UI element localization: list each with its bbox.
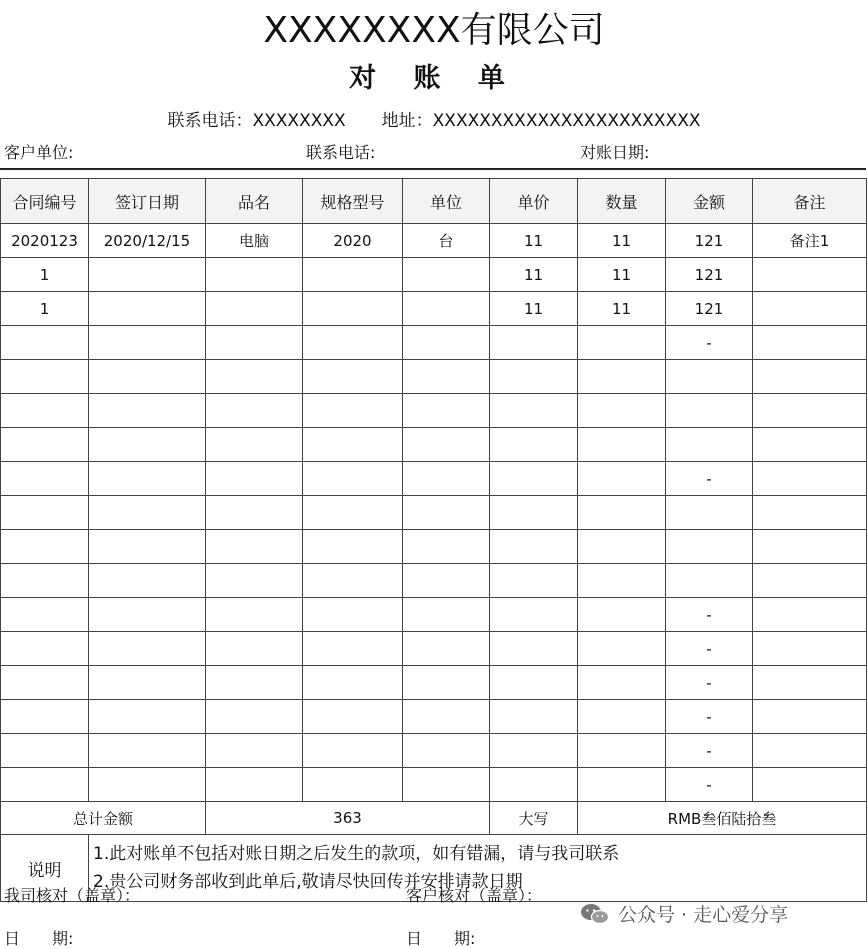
cell-remark bbox=[753, 326, 867, 360]
cell-unit: 台 bbox=[403, 224, 490, 258]
cell-sign-date bbox=[89, 768, 206, 802]
cell-quantity bbox=[578, 360, 666, 394]
cell-unit bbox=[403, 598, 490, 632]
document-title: 对 账 单 bbox=[349, 63, 519, 94]
cell-remark bbox=[753, 734, 867, 768]
cell-sign-date bbox=[89, 598, 206, 632]
cell-remark bbox=[753, 564, 867, 598]
cell-spec bbox=[303, 598, 403, 632]
cell-contract-no bbox=[1, 564, 89, 598]
cell-contract-no bbox=[1, 360, 89, 394]
cell-spec bbox=[303, 564, 403, 598]
cell-remark bbox=[753, 292, 867, 326]
wechat-icon bbox=[580, 903, 610, 925]
cell-contract-no: 1 bbox=[1, 258, 89, 292]
cell-amount bbox=[666, 394, 753, 428]
cell-quantity bbox=[578, 496, 666, 530]
cell-spec bbox=[303, 360, 403, 394]
table-header-row bbox=[1, 179, 867, 224]
cell-contract-no bbox=[1, 598, 89, 632]
cell-amount: - bbox=[666, 632, 753, 666]
cell-spec bbox=[303, 462, 403, 496]
cell-quantity bbox=[578, 462, 666, 496]
cell-product bbox=[206, 394, 303, 428]
cell-unit bbox=[403, 258, 490, 292]
cell-contract-no bbox=[1, 394, 89, 428]
cell-spec bbox=[303, 632, 403, 666]
cell-sign-date bbox=[89, 394, 206, 428]
cell-amount: - bbox=[666, 326, 753, 360]
company-address: 地址：XXXXXXXXXXXXXXXXXXXXXXX bbox=[381, 111, 701, 131]
cell-quantity: 11 bbox=[578, 258, 666, 292]
cell-spec bbox=[303, 258, 403, 292]
table-row bbox=[1, 564, 867, 598]
cell-remark bbox=[753, 530, 867, 564]
cell-remark bbox=[753, 360, 867, 394]
company-contact bbox=[0, 106, 868, 131]
notes-label: 说明 bbox=[1, 835, 89, 902]
col-header-amount: 金额 bbox=[666, 179, 753, 224]
cell-quantity bbox=[578, 428, 666, 462]
cell-unit bbox=[403, 326, 490, 360]
cell-unit-price bbox=[490, 428, 578, 462]
table-row bbox=[1, 428, 867, 462]
cell-unit bbox=[403, 632, 490, 666]
cell-product bbox=[206, 666, 303, 700]
cell-contract-no bbox=[1, 326, 89, 360]
cell-sign-date bbox=[89, 632, 206, 666]
cell-spec bbox=[303, 428, 403, 462]
cell-sign-date bbox=[89, 564, 206, 598]
cell-quantity bbox=[578, 326, 666, 360]
cell-unit-price bbox=[490, 564, 578, 598]
table-row bbox=[1, 326, 867, 360]
table-row bbox=[1, 530, 867, 564]
cell-sign-date bbox=[89, 700, 206, 734]
cell-unit-price bbox=[490, 768, 578, 802]
cell-unit-price bbox=[490, 394, 578, 428]
cell-contract-no: 1 bbox=[1, 292, 89, 326]
statement-table bbox=[0, 178, 867, 902]
cell-quantity bbox=[578, 700, 666, 734]
cell-sign-date bbox=[89, 734, 206, 768]
cell-contract-no: 2020123 bbox=[1, 224, 89, 258]
cell-remark bbox=[753, 768, 867, 802]
cell-spec bbox=[303, 292, 403, 326]
cell-quantity bbox=[578, 394, 666, 428]
cell-spec bbox=[303, 700, 403, 734]
cell-remark bbox=[753, 428, 867, 462]
cell-amount: 121 bbox=[666, 292, 753, 326]
cell-product: 电脑 bbox=[206, 224, 303, 258]
table-row bbox=[1, 632, 867, 666]
cell-unit-price bbox=[490, 666, 578, 700]
customer-unit-label: 客户单位: bbox=[4, 143, 74, 162]
cell-unit bbox=[403, 530, 490, 564]
cell-sign-date bbox=[89, 258, 206, 292]
cell-quantity: 11 bbox=[578, 224, 666, 258]
cell-amount bbox=[666, 496, 753, 530]
cell-unit-price bbox=[490, 700, 578, 734]
cell-sign-date bbox=[89, 666, 206, 700]
cell-unit-price bbox=[490, 530, 578, 564]
cell-sign-date bbox=[89, 360, 206, 394]
table-row bbox=[1, 292, 867, 326]
table-row bbox=[1, 666, 867, 700]
cell-remark bbox=[753, 394, 867, 428]
cell-quantity bbox=[578, 768, 666, 802]
cell-unit bbox=[403, 394, 490, 428]
cell-spec bbox=[303, 768, 403, 802]
table-row bbox=[1, 598, 867, 632]
statement-date-label: 对账日期: bbox=[580, 143, 650, 162]
cell-unit-price bbox=[490, 326, 578, 360]
cell-sign-date bbox=[89, 428, 206, 462]
cell-contract-no bbox=[1, 666, 89, 700]
table-row bbox=[1, 360, 867, 394]
cell-quantity bbox=[578, 564, 666, 598]
cell-product bbox=[206, 360, 303, 394]
cell-unit bbox=[403, 462, 490, 496]
total-label: 总计金额 bbox=[1, 802, 206, 835]
cell-remark bbox=[753, 632, 867, 666]
cell-product bbox=[206, 598, 303, 632]
our-verification-label: 我司核对（盖章）： bbox=[4, 886, 141, 905]
cell-unit-price bbox=[490, 496, 578, 530]
col-header-contract-no: 合同编号 bbox=[1, 179, 89, 224]
cell-unit bbox=[403, 292, 490, 326]
note-line: 2.贵公司财务部收到此单后,敬请尽快回传并安排请款日期 bbox=[93, 872, 523, 892]
cell-sign-date: 2020/12/15 bbox=[89, 224, 206, 258]
cell-unit-price bbox=[490, 462, 578, 496]
table-row bbox=[1, 258, 867, 292]
cell-quantity bbox=[578, 666, 666, 700]
cell-sign-date bbox=[89, 496, 206, 530]
cell-spec bbox=[303, 666, 403, 700]
cell-contract-no bbox=[1, 462, 89, 496]
cell-product bbox=[206, 564, 303, 598]
table-row bbox=[1, 462, 867, 496]
table-row bbox=[1, 496, 867, 530]
cell-product bbox=[206, 530, 303, 564]
cell-spec bbox=[303, 326, 403, 360]
col-header-sign-date: 签订日期 bbox=[89, 179, 206, 224]
col-header-product: 品名 bbox=[206, 179, 303, 224]
watermark-text: 公众号 · 走心爱分享 bbox=[618, 904, 789, 926]
cell-unit bbox=[403, 428, 490, 462]
cell-unit-price bbox=[490, 632, 578, 666]
cell-sign-date bbox=[89, 530, 206, 564]
cell-product bbox=[206, 258, 303, 292]
cell-contract-no bbox=[1, 496, 89, 530]
cell-unit-price: 11 bbox=[490, 258, 578, 292]
cell-amount: 121 bbox=[666, 224, 753, 258]
client-verification-label: 客户核对（盖章）： bbox=[406, 886, 543, 905]
cell-product bbox=[206, 428, 303, 462]
cell-quantity bbox=[578, 598, 666, 632]
customer-phone-label: 联系电话: bbox=[306, 143, 376, 162]
cell-unit bbox=[403, 768, 490, 802]
cell-sign-date bbox=[89, 462, 206, 496]
cell-unit-price: 11 bbox=[490, 292, 578, 326]
cell-quantity: 11 bbox=[578, 292, 666, 326]
cell-remark bbox=[753, 666, 867, 700]
cell-sign-date bbox=[89, 326, 206, 360]
table-body bbox=[1, 224, 867, 802]
cell-unit bbox=[403, 700, 490, 734]
cell-product bbox=[206, 632, 303, 666]
cell-product bbox=[206, 768, 303, 802]
total-row bbox=[1, 802, 867, 835]
cell-contract-no bbox=[1, 428, 89, 462]
table-row bbox=[1, 700, 867, 734]
cell-remark bbox=[753, 700, 867, 734]
cell-unit bbox=[403, 496, 490, 530]
cell-product bbox=[206, 292, 303, 326]
cell-unit bbox=[403, 666, 490, 700]
cell-amount: 121 bbox=[666, 258, 753, 292]
cell-quantity bbox=[578, 632, 666, 666]
cell-remark bbox=[753, 462, 867, 496]
cell-amount: - bbox=[666, 768, 753, 802]
company-phone: 联系电话：XXXXXXXX bbox=[167, 111, 346, 131]
table-row bbox=[1, 224, 867, 258]
capital-label: 大写 bbox=[490, 802, 578, 835]
cell-amount bbox=[666, 360, 753, 394]
cell-product bbox=[206, 496, 303, 530]
col-header-remark: 备注 bbox=[753, 179, 867, 224]
cell-spec bbox=[303, 496, 403, 530]
cell-unit-price bbox=[490, 734, 578, 768]
col-header-quantity: 数量 bbox=[578, 179, 666, 224]
cell-amount bbox=[666, 428, 753, 462]
cell-quantity bbox=[578, 734, 666, 768]
cell-amount: - bbox=[666, 700, 753, 734]
cell-amount: - bbox=[666, 666, 753, 700]
cell-product bbox=[206, 700, 303, 734]
cell-remark bbox=[753, 258, 867, 292]
cell-product bbox=[206, 462, 303, 496]
cell-unit-price bbox=[490, 360, 578, 394]
cell-spec bbox=[303, 394, 403, 428]
table-row bbox=[1, 768, 867, 802]
col-header-unit-price: 单价 bbox=[490, 179, 578, 224]
cell-remark: 备注1 bbox=[753, 224, 867, 258]
cell-spec bbox=[303, 530, 403, 564]
cell-contract-no bbox=[1, 768, 89, 802]
cell-product bbox=[206, 734, 303, 768]
col-header-unit: 单位 bbox=[403, 179, 490, 224]
cell-unit bbox=[403, 734, 490, 768]
cell-quantity bbox=[578, 530, 666, 564]
cell-unit-price bbox=[490, 598, 578, 632]
cell-amount: - bbox=[666, 462, 753, 496]
cell-remark bbox=[753, 496, 867, 530]
client-date-label: 日 期: bbox=[406, 929, 476, 948]
cell-amount: - bbox=[666, 734, 753, 768]
cell-contract-no bbox=[1, 632, 89, 666]
cell-contract-no bbox=[1, 530, 89, 564]
note-line: 1.此对账单不包括对账日期之后发生的款项，如有错漏，请与我司联系 bbox=[93, 844, 620, 864]
cell-contract-no bbox=[1, 700, 89, 734]
cell-spec: 2020 bbox=[303, 224, 403, 258]
table-row bbox=[1, 734, 867, 768]
cell-contract-no bbox=[1, 734, 89, 768]
total-value: 363 bbox=[206, 802, 490, 835]
cell-unit bbox=[403, 360, 490, 394]
cell-sign-date bbox=[89, 292, 206, 326]
company-name: XXXXXXXX有限公司 bbox=[263, 10, 605, 51]
cell-product bbox=[206, 326, 303, 360]
header-divider bbox=[0, 168, 866, 170]
cell-unit bbox=[403, 564, 490, 598]
our-date-label: 日 期: bbox=[4, 929, 74, 948]
cell-amount: - bbox=[666, 598, 753, 632]
col-header-spec: 规格型号 bbox=[303, 179, 403, 224]
watermark bbox=[580, 900, 788, 927]
cell-unit-price: 11 bbox=[490, 224, 578, 258]
table-row bbox=[1, 394, 867, 428]
cell-remark bbox=[753, 598, 867, 632]
capital-value: RMB叁佰陆拾叁 bbox=[578, 802, 867, 835]
cell-amount bbox=[666, 530, 753, 564]
cell-spec bbox=[303, 734, 403, 768]
cell-amount bbox=[666, 564, 753, 598]
